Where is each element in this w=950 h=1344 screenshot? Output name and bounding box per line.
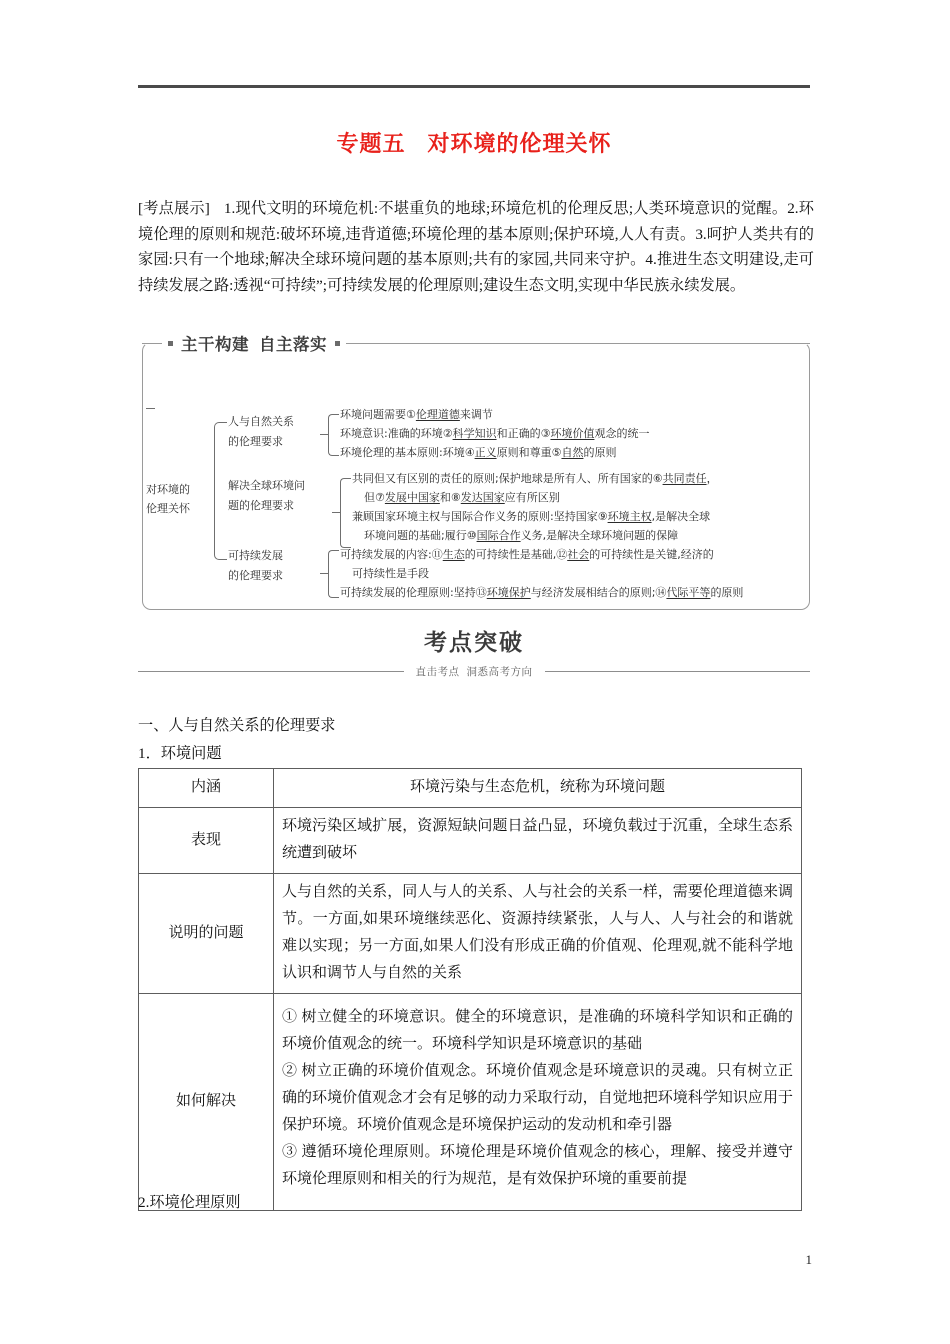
mindmap-leaf: 可持续发展的伦理原则:坚持⑬环境保护与经济发展相结合的原则;⑭代际平等的原则 <box>340 586 744 599</box>
breakthrough-subtitle-row <box>138 663 810 679</box>
mindmap-branch-bracket-3 <box>328 550 339 598</box>
header-line-left <box>142 343 162 344</box>
table-row-value: 环境污染区域扩展，资源短缺问题日益凸显，环境负载过于沉重，全球生态系统遭到破坏 <box>274 808 802 874</box>
table-row <box>139 808 802 874</box>
table-row <box>139 994 802 1211</box>
table-row-value: 人与自然的关系，同人与人的关系、人与社会的关系一样，需要伦理道德来调节。一方面,如果环境继续恶化、资源持续紧张，人与人、人与社会的和谐就难以实现；另一方面,如果人们没有形成正确的价值观、伦理观,就不能科学地认识和调节人与自然的关系 <box>274 874 802 994</box>
table-row-value-multiline <box>274 994 802 1211</box>
table-row-label: 表现 <box>139 808 274 874</box>
mindmap-branch-label-2: 解决全球环境问 题的伦理要求 <box>228 479 305 512</box>
framework-title-b: 自主落实 <box>259 335 327 354</box>
breakthrough-title: 考点突破 <box>424 630 524 656</box>
page-title-number: 专题五 <box>336 132 406 157</box>
mindmap-branch-label-3: 可持续发展 的伦理要求 <box>228 549 283 582</box>
section-heading-one: 一、人与自然关系的伦理要求 <box>138 717 336 734</box>
mindmap-leaf: 环境伦理的基本原则:环境④正义原则和尊重⑤自然的原则 <box>340 446 617 459</box>
exam-points-label: [考点展示] <box>138 200 210 217</box>
mindmap-leaf: 共同但又有区别的责任的原则;保护地球是所有人、所有国家的⑥共同责任， 但⑦发展中国家和⑧发达国家应有所区别 <box>352 472 718 504</box>
solution-item: ① 树立健全的环境意识。健全的环境意识，是准确的环境科学知识和正确的环境价值观念的统一。环境科学知识是环境意识的基础 <box>282 1009 793 1052</box>
square-bullet-icon <box>168 341 173 346</box>
environment-problem-table <box>138 768 802 1211</box>
mindmap-branch-label-1: 人与自然关系 的伦理要求 <box>228 415 294 448</box>
solution-item: ③ 遵循环境伦理原则。环境伦理是环境价值观念的核心，理解、接受并遵守环境伦理原则和相关的行为规范，是有效保护环境的重要前提 <box>282 1144 793 1187</box>
exam-points-text: 1.现代文明的环境危机:不堪重负的地球;环境危机的伦理反思;人类环境意识的觉醒。2.环境伦理的原则和规范:破坏环境,违背道德;环境伦理的基本原则;保护环境,人人有责。3.呵护人类共有的家园:只有一个地球;解决全球环境问题的基本原则;共有的家园,共同来守护。4.推进生态文明建设,走可持续发展之路:透视“可持续”;可持续发展的伦理原则;建设生态文明,实现中华民族永续发展。 <box>138 200 814 294</box>
section-heading-three: 2.环境伦理原则 <box>138 1194 241 1211</box>
table-row-label: 内涵 <box>139 769 274 808</box>
mindmap-root-stem <box>146 408 155 409</box>
table-row-label: 说明的问题 <box>139 874 274 994</box>
breakthrough-subtitle <box>404 664 545 679</box>
framework-panel-title <box>179 331 329 355</box>
subtitle-line-right <box>545 671 811 672</box>
mindmap-leaf: 兼顾国家环境主权与国际合作义务的原则:坚持国家⑨环境主权,是解决全球 环境问题的基础;履行⑩国际合作义务,是解决全球环境问题的保障 <box>352 510 711 542</box>
table-row <box>139 769 802 808</box>
exam-points-paragraph <box>138 196 814 298</box>
page-title-text: 对环境的伦理关怀 <box>427 132 612 157</box>
page-number: 1 <box>805 1252 812 1267</box>
mindmap-leaf: 环境问题需要①伦理道德来调节 <box>340 408 493 421</box>
section-heading-two: 1．环境问题 <box>138 745 222 762</box>
subtitle-part-a: 直击考点 <box>415 665 460 678</box>
mindmap <box>146 408 814 606</box>
subtitle-part-b: 洞悉高考方向 <box>466 665 533 678</box>
framework-panel-header <box>142 332 810 354</box>
subtitle-line-left <box>138 671 404 672</box>
header-rule <box>138 85 810 88</box>
mindmap-leaf: 可持续发展的内容:⑪生态的可持续性是基础,⑫社会的可持续性是关键,经济的 可持续性是手段 <box>340 548 714 580</box>
mindmap-branch-bracket-1 <box>328 414 339 456</box>
mindmap-branch-bracket-2 <box>340 478 351 548</box>
table-row-value: 环境污染与生态危机，统称为环境问题 <box>274 769 802 808</box>
square-bullet-icon-2 <box>335 341 340 346</box>
mindmap-root-bracket <box>214 422 227 560</box>
mindmap-leaf: 环境意识:准确的环境②科学知识和正确的③环境价值观念的统一 <box>340 427 650 440</box>
framework-title-a: 主干构建 <box>181 335 249 354</box>
mindmap-root-label: 对环境的 伦理关怀 <box>146 483 190 515</box>
header-line-right <box>346 343 810 344</box>
page-title <box>138 127 810 158</box>
table-row-label: 如何解决 <box>139 994 274 1211</box>
solution-item: ② 树立正确的环境价值观念。环境价值观念是环境意识的灵魂。只有树立正确的环境价值观念才会有足够的动力采取行动，自觉地把环境科学知识应用于保护环境。环境价值观念是环境保护运动的发动机和牵引器 <box>282 1063 793 1133</box>
table-row <box>139 874 802 994</box>
